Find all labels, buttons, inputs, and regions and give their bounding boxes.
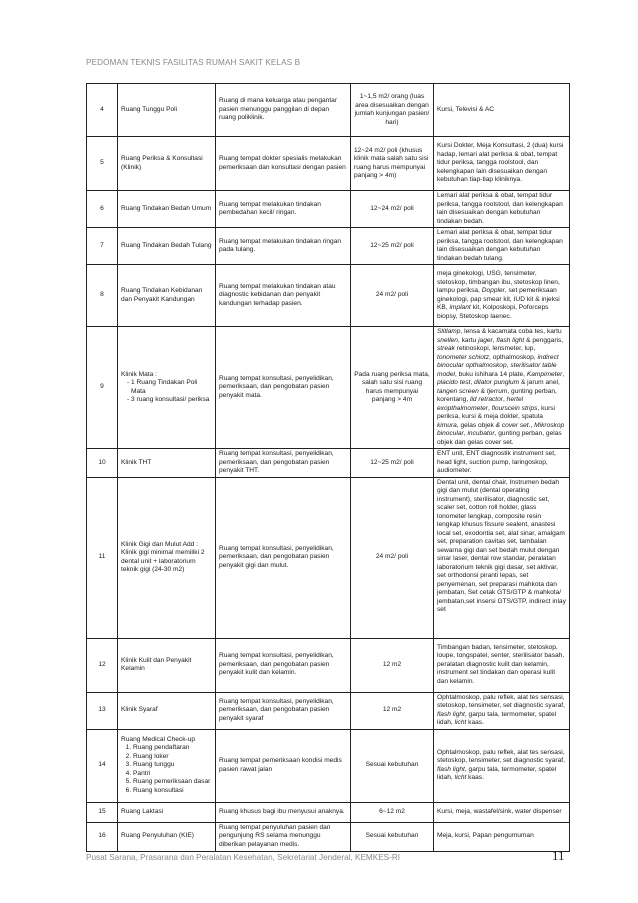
room-description: Ruang tempat konsultasi, penyelidikan, pemeriksaan, dan pengobatan pasien penyakit kulit dan kelamin. [216, 638, 351, 692]
room-size: 12~24 m2/ poli [351, 191, 434, 228]
table-row [87, 477, 570, 638]
table-row [87, 802, 570, 822]
table-row [87, 327, 570, 449]
list-item: 1. Ruang pendaftaran [133, 744, 212, 753]
table-row [87, 265, 570, 327]
clinic-title: Klinik Gigi dan Mulut Add : [121, 540, 198, 548]
room-size: Sesuai kebutuhan [351, 729, 434, 802]
row-number: 14 [87, 729, 118, 802]
room-name [118, 477, 216, 638]
list-item: 3. Ruang tunggu [133, 761, 212, 770]
room-size: 12 m2 [351, 692, 434, 729]
table-row [87, 84, 570, 137]
page-footer: Pusat Sarana, Prasarana dan Peralatan Kesehatan, Sekretariat Jenderal, KEMKES-RI [86, 853, 401, 862]
table-row [87, 137, 570, 191]
row-number: 9 [87, 327, 118, 449]
room-name: Klinik Kulit dan Penyakit Kelamin [118, 638, 216, 692]
room-facilities: Lemari alat periksa & obat, tempat tidur periksa, tangga roolstool, dan kelengkapan lain disesuaikan dengan kebutuhan tindakan bedah. [434, 191, 570, 228]
room-facilities: ENT unit, ENT diagnostik instrument set, head light, suction pump, laringoskop, audiometer. [434, 449, 570, 478]
room-description: Ruang tempat konsultasi, penyelidikan, pemeriksaan, dan pengobatan pasien penyakit THT. [216, 449, 351, 478]
page-header: PEDOMAN TEKNIS FASILITAS RUMAH SAKIT KELAS B [86, 58, 301, 67]
clinic-rooms-list [121, 379, 212, 405]
room-name: Ruang Tindakan Bedah Umum [118, 191, 216, 228]
table-row [87, 191, 570, 228]
room-name: Ruang Laktasi [118, 802, 216, 822]
row-number: 8 [87, 265, 118, 327]
row-number: 10 [87, 449, 118, 478]
room-name: Ruang Penyuluhan (KIE) [118, 822, 216, 851]
clinic-title: Ruang Medical Check-up [121, 735, 196, 743]
room-description: Ruang tempat penyuluhan pasien dan pengunjung RS selama menunggu diberikan pelayanan medis. [216, 822, 351, 851]
table-row [87, 449, 570, 478]
room-size: Pada ruang periksa mata, salah satu sisi ruang harus mempunyai panjang > 4m [351, 327, 434, 449]
room-name [118, 327, 216, 449]
table-row [87, 638, 570, 692]
checkup-rooms-list [121, 744, 212, 795]
room-size: Sesuai kebutuhan [351, 822, 434, 851]
room-name: Ruang Periksa & Konsultasi (Klinik) [118, 137, 216, 191]
room-description: Ruang tempat melakukan tindakan atau diagnostic kebidanan dan penyakit kandungan terhadap pasien. [216, 265, 351, 327]
table-row [87, 692, 570, 729]
row-number: 16 [87, 822, 118, 851]
room-facilities: Meja, kursi, Papan pengumuman [434, 822, 570, 851]
room-description: Ruang tempat konsultasi, penyelidikan, pemeriksaan, dan pengobatan pasien penyakit syaraf [216, 692, 351, 729]
room-size: 12~25 m2/ poli [351, 228, 434, 265]
room-facilities: Ophtalmoskop, palu reflek, alat tes sensasi, stetoskop, tensimeter, set diagnostic syaraf, flash light, garpu tala, termometer, spatel lidah, licht kaas. [434, 729, 570, 802]
row-number: 5 [87, 137, 118, 191]
room-size: 6~12 m2 [351, 802, 434, 822]
room-name: Ruang Tunggu Poli [118, 84, 216, 137]
clinic-note: Klinik gigi minimal memiliki 2 dental unit + laboratorium teknik gigi (24-30 m2) [121, 549, 205, 573]
room-facilities: Kursi, Televisi & AC [434, 84, 570, 137]
table-row [87, 822, 570, 851]
table-row [87, 228, 570, 265]
room-name: Ruang Tindakan Kebidanan dan Penyakit Kandungan [118, 265, 216, 327]
list-item: 4. Pantri [133, 770, 212, 779]
room-name: Klinik THT [118, 449, 216, 478]
room-facilities: Slitlamp, lensa & kacamata coba tes, kartu snellen, kartu jager, flash light & penggaris, streak retinoskopi, lensmeter, lup, tonometer schiotz, opthalmoskop, indirect binocular opthalmoskop, sterilisator table model, buku ishihara 14 plate, Kampimeter, placido test, dilator punglum & jarum anel, tangen screen & tjerrum, gunting perban, korentang, lid retractor, hertel exopthalmometer, flourscein strips, kursi periksa, kursi & meja dokter, spatula kimura, gelas objek & cover set., Mikroskop binocular, incubator, gunting perban, gelas objek dan gelas cover set. [434, 327, 570, 449]
room-description: Ruang khusus bagi ibu menyusui anaknya. [216, 802, 351, 822]
room-facilities: meja ginekologi, USG, tensimeter, stetoskop, timbangan ibu, stetoskop linen, lampu periksa, Doppler, set pemeriksaan ginekologi, pap smear kit, IUD kit & injeksi KB, implant kit, Kolposkopi, Poforceps biopsy, Stetoskop laenec. [434, 265, 570, 327]
room-description: Ruang tempat konsultasi, penyelidikan, pemeriksaan, dan pengobatan pasien penyakit mata. [216, 327, 351, 449]
room-facilities: Kursi, meja, wastafel/sink, water dispenser [434, 802, 570, 822]
row-number: 11 [87, 477, 118, 638]
row-number: 7 [87, 228, 118, 265]
room-name: Klinik Syaraf [118, 692, 216, 729]
row-number: 13 [87, 692, 118, 729]
room-description: Ruang tempat pemeriksaan kondisi medis pasien rawat jalan [216, 729, 351, 802]
room-size: 24 m2/ poli [351, 265, 434, 327]
room-size: 1~1,5 m2/ orang (luas area disesuaikan dengan jumlah kunjungan pasien/ hari) [351, 84, 434, 137]
room-description: Ruang di mana keluarga atau pengantar pasien menunggu panggilan di depan ruang poliklinik. [216, 84, 351, 137]
room-size: 12~24 m2/ poli (khusus klinik mata salah satu sisi ruang harus mempunyai panjang > 4m) [351, 137, 434, 191]
clinic-title: Klinik Mata : [121, 370, 157, 378]
room-facilities: Ophtalmoskop, palu reflek, alat tes sensasi, stetoskop, tensimeter, set diagnostic syaraf, flash light, garpu tala, termometer, spatel lidah, licht kaas. [434, 692, 570, 729]
page-number: 11 [552, 848, 565, 863]
room-description: Ruang tempat dokter spesialis melakukan pemeriksaan dan konsultasi dengan pasien [216, 137, 351, 191]
list-item: 2. Ruang loker [133, 753, 212, 762]
room-size: 12~25 m2/ poli [351, 449, 434, 478]
table-row [87, 729, 570, 802]
room-facilities: Kursi Dokter, Meja Konsultasi, 2 (dua) kursi hadap, lemari alat periksa & obat, tempat tidur periksa, tangga roolstool, dan kelengkapan lain disesuaikan dengan kebutuhan tiap-tiap kliniknya. [434, 137, 570, 191]
row-number: 15 [87, 802, 118, 822]
list-item: 6. Ruang konsultasi [133, 787, 212, 796]
room-description: Ruang tempat konsultasi, penyelidikan, pemeriksaan, dan pengobatan pasien penyakit gigi dan mulut. [216, 477, 351, 638]
list-item: 5. Ruang pemeriksaan dasar [133, 778, 212, 787]
room-size: 24 m2/ poli [351, 477, 434, 638]
room-description: Ruang tempat melakukan tindakan ringan pada tulang. [216, 228, 351, 265]
room-facilities: Dental unit, dental chair, Instrumen bedah gigi dan mulut (dental operating instrument), sterilisator, diagnostic set, scaler set, cotton roll holder, glass lonometer lengkap, composite resin lengkap khusus fissure sealent, anastesi local set, exodontia set, alat sinar, amalgam set, preparation cavitas set, tambalan sewarna gigi dan set bedah mulut dengan sinar laser, dental row standar, peralatan laboratorium teknik gigi dasar, set aktivar, set orthodonsi piranti lepas, set penyemenan, set preparasi mahkota dan jembatan, Set cetak GTS/GTP & mahkota/ jembatan,set insersi GTS/GTP, indirect inlay set [434, 477, 570, 638]
row-number: 6 [87, 191, 118, 228]
room-name: Ruang Tindakan Bedah Tulang [118, 228, 216, 265]
list-item: - 1 Ruang Tindakan Poli Mata [131, 379, 212, 396]
room-facilities: Lemari alat periksa & obat, tempat tidur periksa, tangga roolstool, dan kelengkapan lain disesuaikan dengan kebutuhan tindakan bedah tulang. [434, 228, 570, 265]
row-number: 12 [87, 638, 118, 692]
list-item: - 3 ruang konsultasi/ periksa [131, 396, 212, 405]
facility-table [86, 83, 570, 852]
room-facilities: Timbangan badan, tensimeter, stetoskop, loupe, tongspatel, senter, sterilisator basah, peralatan diagnostic kulit dan kelamin, instrument set tindakan dan operasi kulit dan kelamin. [434, 638, 570, 692]
room-description: Ruang tempat melakukan tindakan pembedahan kecil/ ringan. [216, 191, 351, 228]
room-name [118, 729, 216, 802]
room-size: 12 m2 [351, 638, 434, 692]
row-number: 4 [87, 84, 118, 137]
